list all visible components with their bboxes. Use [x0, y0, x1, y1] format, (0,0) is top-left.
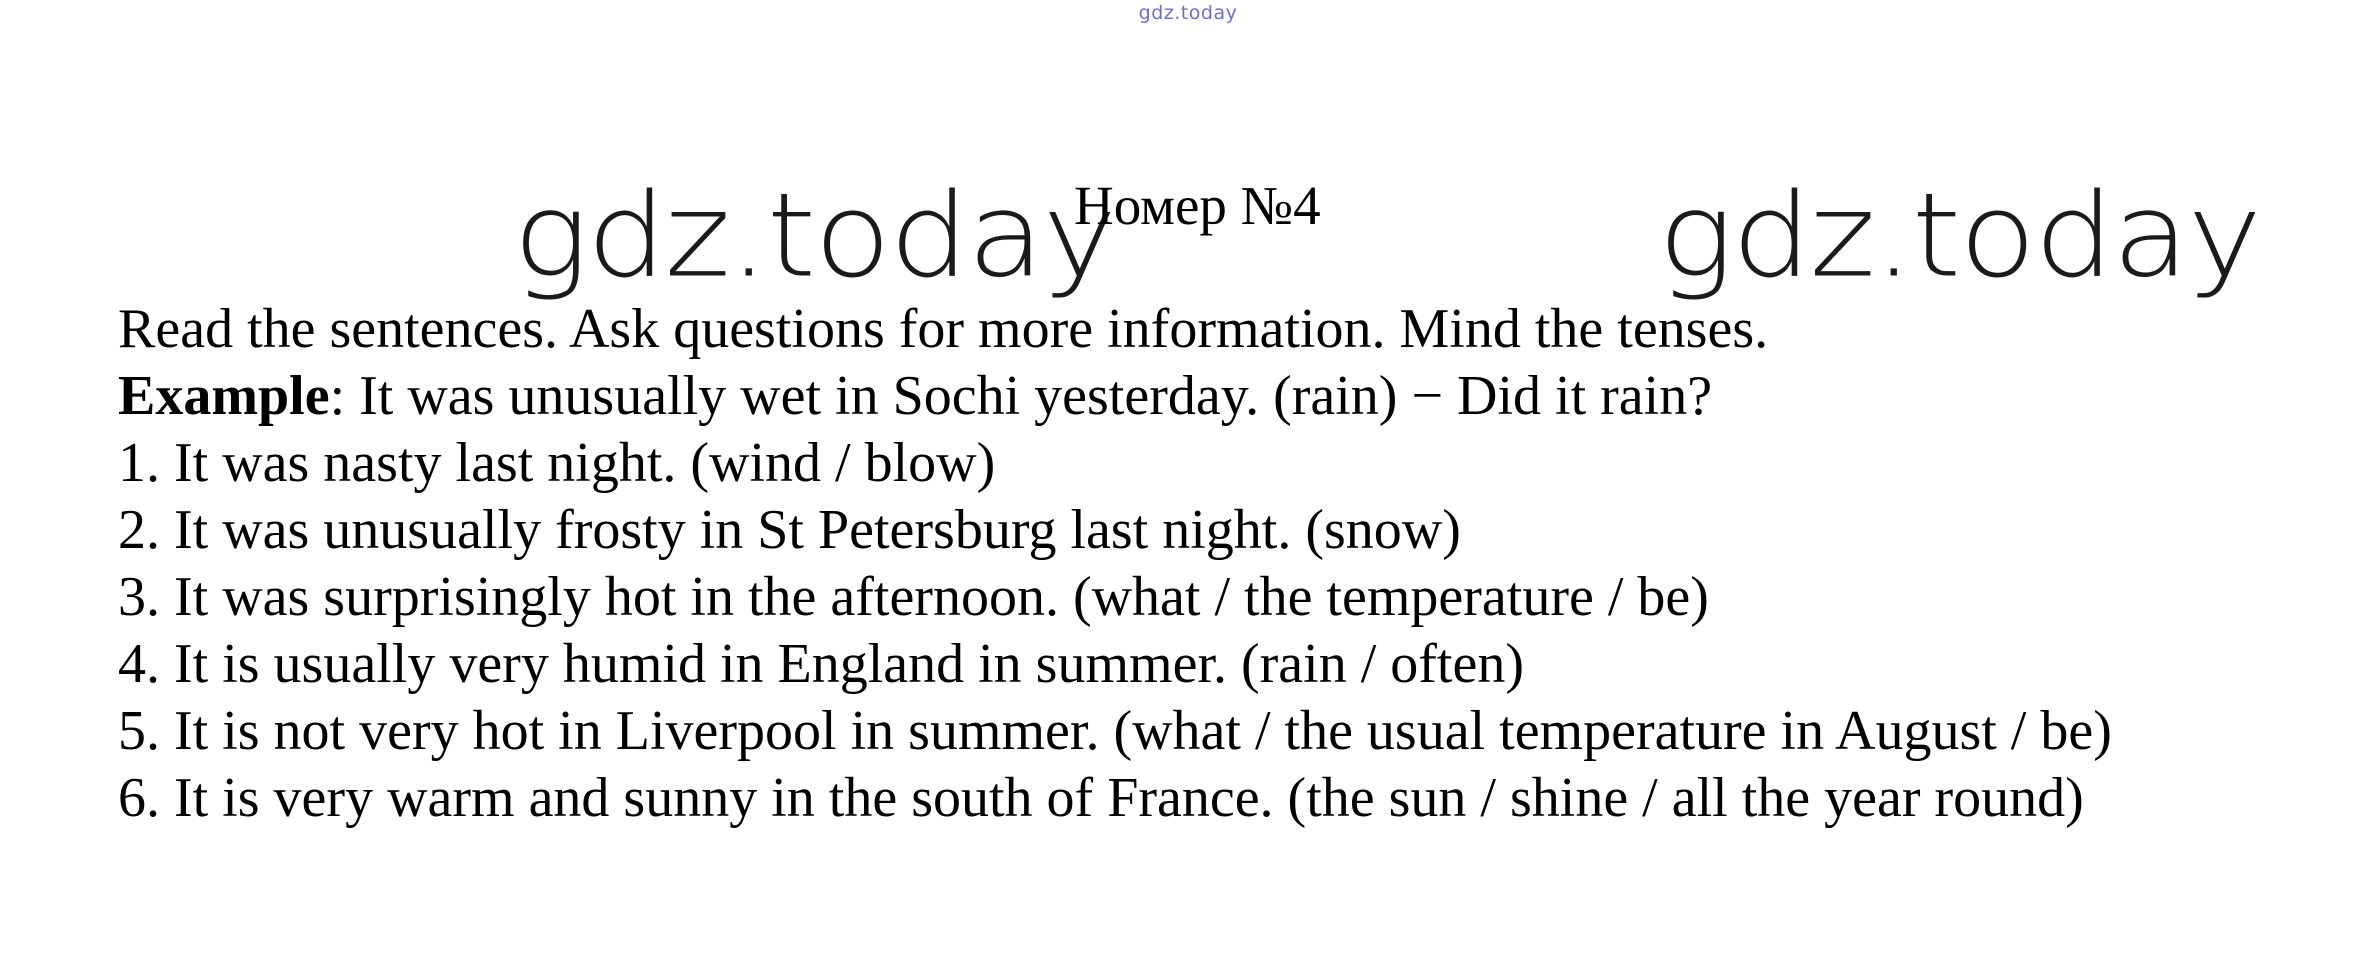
example-label: Example — [118, 365, 330, 427]
exercise-item-5: 5. It is not very hot in Liverpool in summer. (what / the usual temperature in August / be) — [118, 700, 2112, 762]
exercise-item-6: 6. It is very warm and sunny in the south of France. (the sun / shine / all the year round) — [118, 767, 2084, 829]
exercise-heading: Номер №4 — [1074, 175, 1321, 236]
watermark-right: gdz.today — [1658, 167, 2261, 304]
example-line — [118, 363, 2348, 430]
example-text: : It was unusually wet in Sochi yesterday. (rain) − Did it rain? — [329, 365, 1713, 427]
exercise-content — [118, 296, 2348, 832]
instruction-text: Read the sentences. Ask questions for more information. Mind the tenses. — [118, 298, 1769, 360]
exercise-item-1: 1. It was nasty last night. (wind / blow) — [118, 432, 996, 494]
top-watermark: gdz.today — [1138, 2, 1238, 24]
exercise-item-2: 2. It was unusually frosty in St Petersburg last night. (snow) — [118, 499, 1461, 561]
watermark-left: gdz.today — [513, 167, 1116, 304]
exercise-item-3: 3. It was surprisingly hot in the afternoon. (what / the temperature / be) — [118, 566, 1709, 628]
exercise-item-4: 4. It is usually very humid in England in summer. (rain / often) — [118, 633, 1524, 695]
